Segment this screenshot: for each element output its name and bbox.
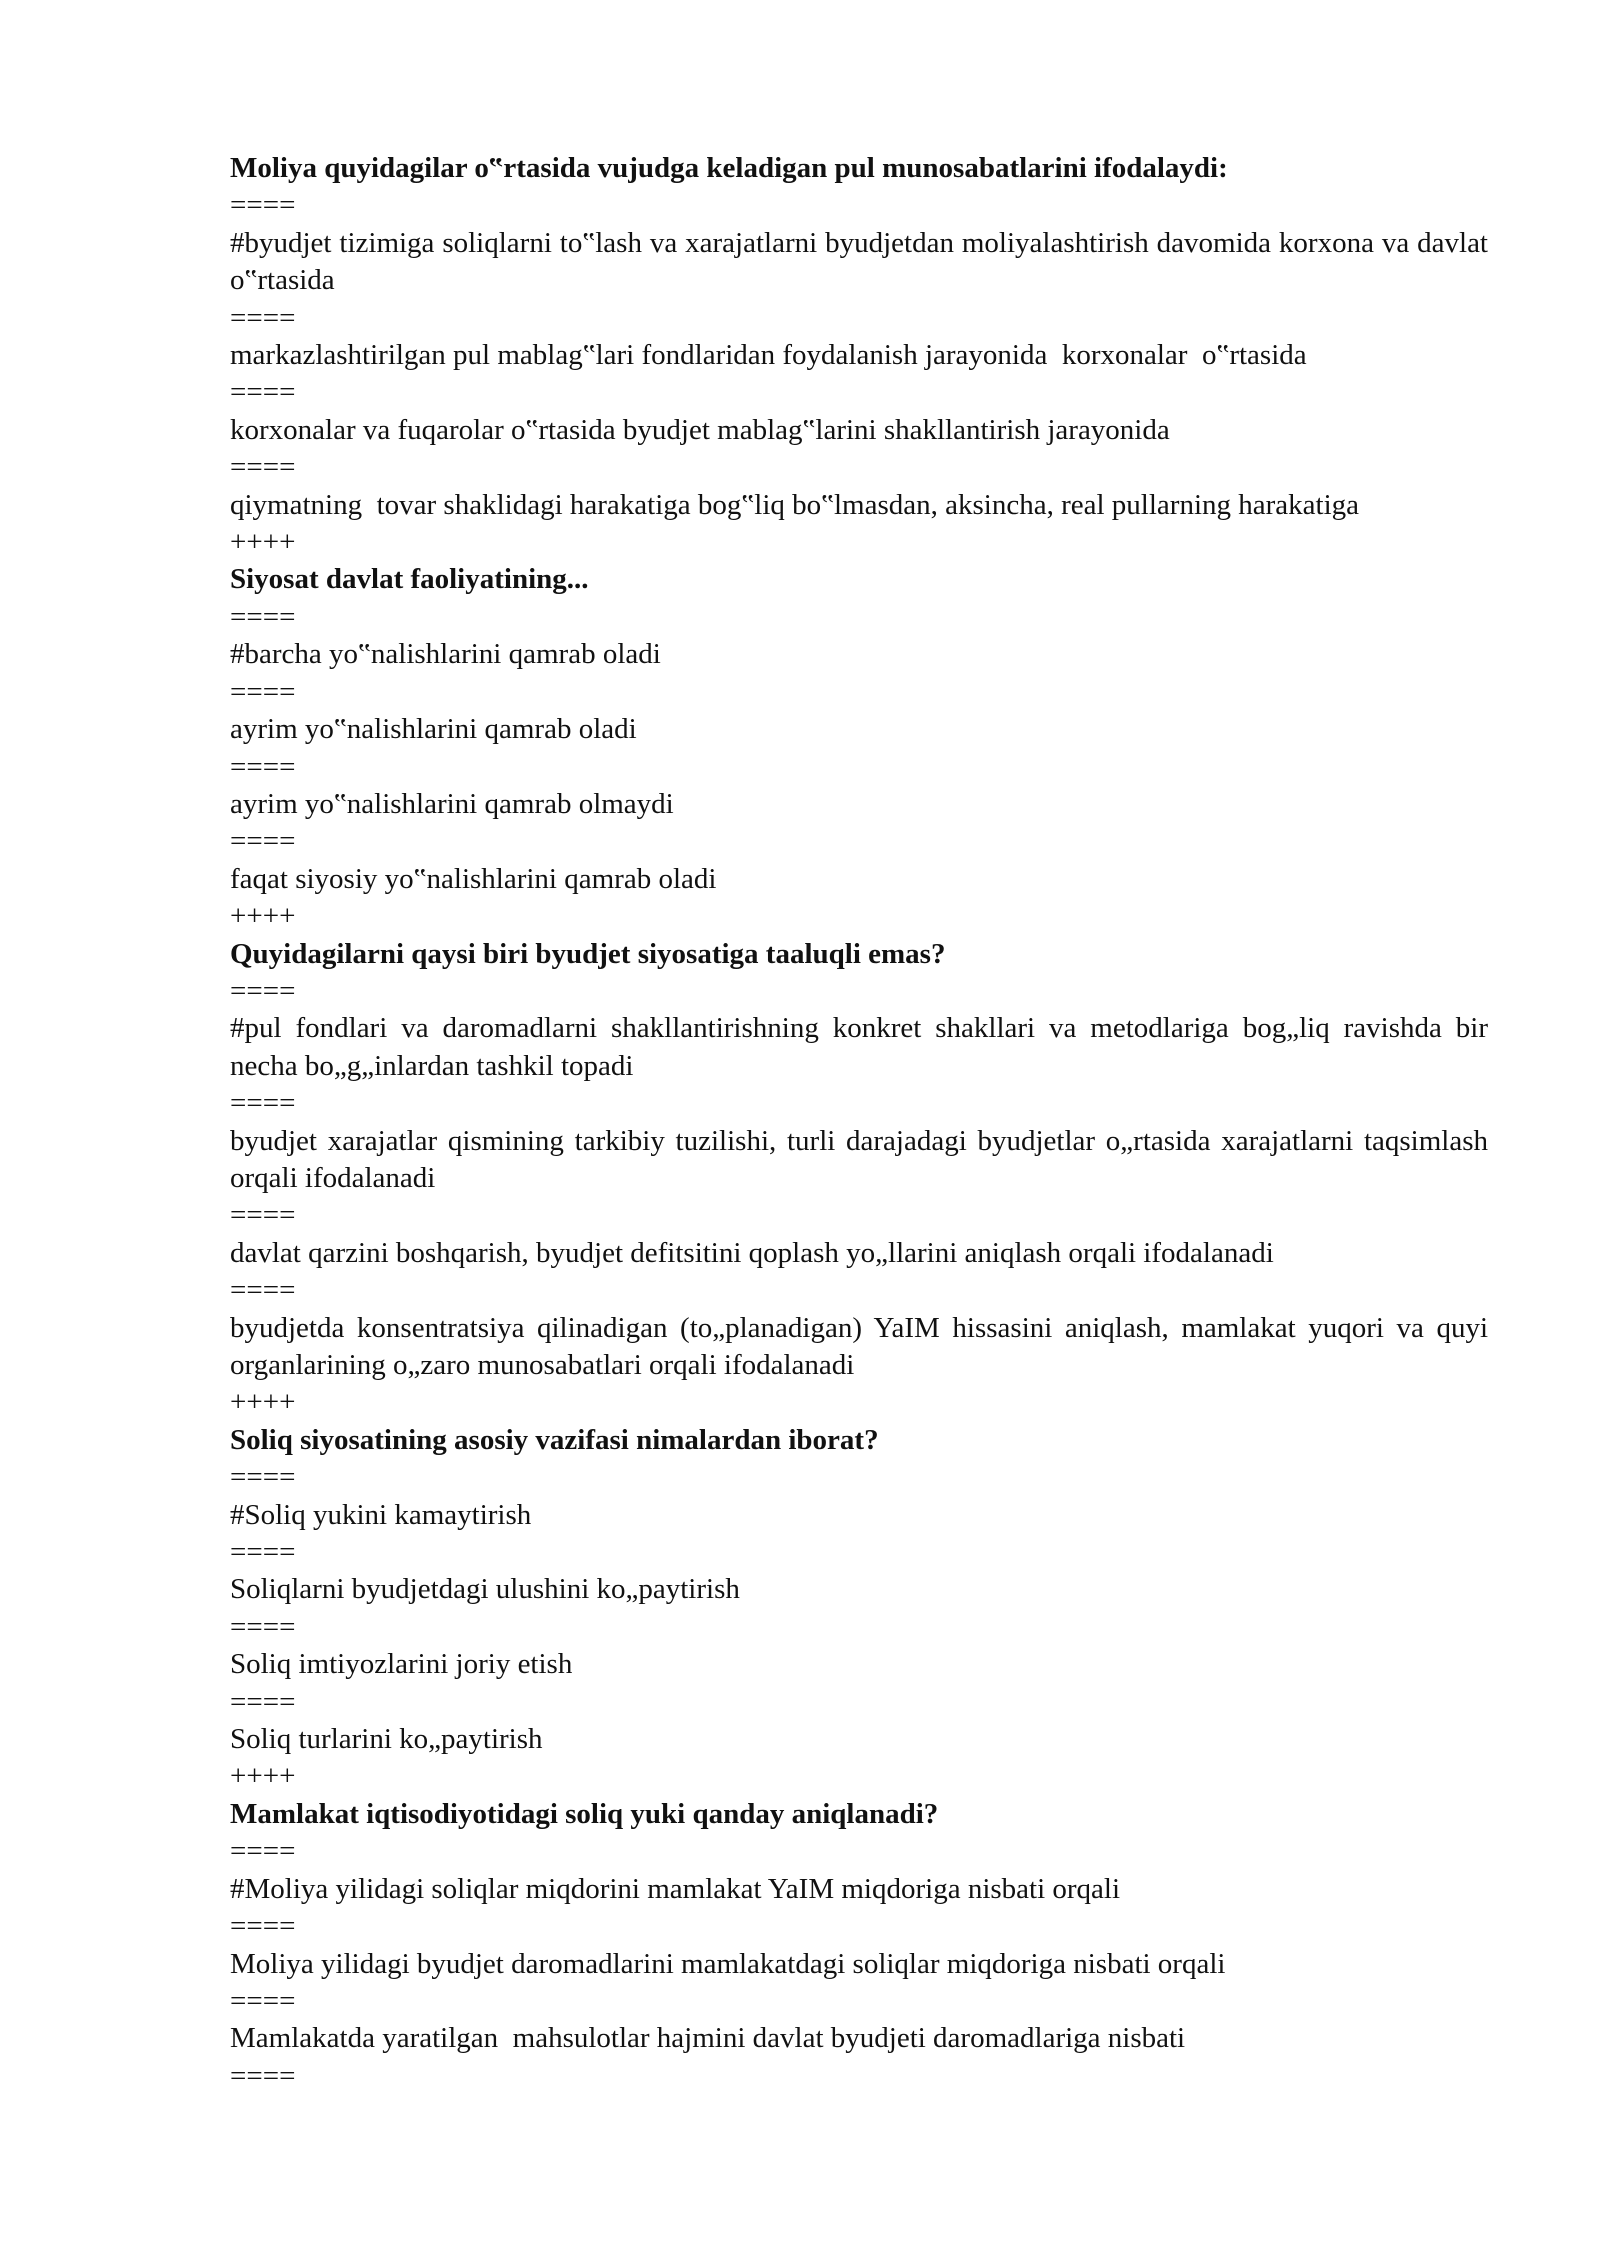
answer-4-2: Soliqlarni byudjetdagi ulushini ko„paytirish [230, 1573, 740, 1606]
answer-1-3: korxonalar va fuqarolar o‟rtasida byudjet mablag‟larini shakllantirish jarayonida [230, 413, 1170, 446]
answer-separator: ==== [230, 825, 296, 858]
answer-4-3: Soliq imtiyozlarini joriy etish [230, 1648, 573, 1681]
question-separator: ++++ [230, 1760, 296, 1793]
answer-separator: ==== [230, 1835, 296, 1868]
answer-separator: ==== [230, 1461, 296, 1494]
answer-4-4: Soliq turlarini ko„paytirish [230, 1723, 543, 1756]
answer-separator: ==== [230, 1610, 296, 1643]
answer-separator: ==== [230, 301, 296, 334]
document-page [230, 150, 1496, 2095]
answer-separator: ==== [230, 451, 296, 484]
answer-separator: ==== [230, 1199, 296, 1232]
answer-1-1: #byudjet tizimiga soliqlarni to‟lash va xarajatlarni byudjetdan moliyalashtirish davomida korxona va davlat o‟rtasida [230, 226, 1496, 297]
answer-separator: ==== [230, 600, 296, 633]
answer-2-1: #barcha yo‟nalishlarini qamrab oladi [230, 638, 661, 671]
question-separator: ++++ [230, 526, 296, 559]
answer-3-4: byudjetda konsentratsiya qilinadigan (to„planadigan) YaIM hissasini aniqlash, mamlakat yuqori va quyi organlarining o„zaro munosabatlari orqali ifodalanadi [230, 1311, 1496, 1381]
answer-2-4: faqat siyosiy yo‟nalishlarini qamrab oladi [230, 862, 717, 895]
answer-5-1: #Moliya yilidagi soliqlar miqdorini mamlakat YaIM miqdoriga nisbati orqali [230, 1872, 1121, 1905]
question-separator: ++++ [230, 1386, 296, 1419]
answer-separator: ==== [230, 974, 296, 1007]
question-2: Siyosat davlat faoliyatining... [230, 563, 589, 596]
answer-4-1: #Soliq yukini kamaytirish [230, 1498, 532, 1531]
answer-5-2: Moliya yilidagi byudjet daromadlarini mamlakatdagi soliqlar miqdoriga nisbati orqali [230, 1947, 1226, 1980]
answer-2-3: ayrim yo‟nalishlarini qamrab olmaydi [230, 787, 674, 820]
question-separator: ++++ [230, 900, 296, 933]
answer-separator: ==== [230, 189, 296, 222]
answer-separator: ==== [230, 376, 296, 409]
answer-separator: ==== [230, 1274, 296, 1307]
answer-3-3: davlat qarzini boshqarish, byudjet defitsitini qoplash yo„llarini aniqlash orqali ifodalanadi [230, 1236, 1274, 1269]
answer-separator: ==== [230, 1536, 296, 1569]
answer-5-3: Mamlakatda yaratilgan mahsulotlar hajmini davlat byudjeti daromadlariga nisbati [230, 2022, 1186, 2055]
answer-separator: ==== [230, 1984, 296, 2017]
answer-3-2: byudjet xarajatlar qismining tarkibiy tuzilishi, turli darajadagi byudjetlar o„rtasida xarajatlarni taqsimlash orqali ifodalanadi [230, 1124, 1496, 1194]
answer-separator: ==== [230, 1910, 296, 1943]
question-4: Soliq siyosatining asosiy vazifasi nimalardan iborat? [230, 1423, 879, 1456]
answer-separator: ==== [230, 2059, 296, 2092]
answer-2-2: ayrim yo‟nalishlarini qamrab oladi [230, 713, 637, 746]
answer-3-1: #pul fondlari va daromadlarni shakllantirishning konkret shakllari va metodlariga bog„liq ravishda bir necha bo„g„inlardan tashkil topadi [230, 1012, 1496, 1082]
answer-separator: ==== [230, 1087, 296, 1120]
answer-separator: ==== [230, 750, 296, 783]
answer-separator: ==== [230, 1685, 296, 1718]
question-1: Moliya quyidagilar o‟rtasida vujudga keladigan pul munosabatlarini ifodalaydi: [230, 152, 1228, 184]
question-3: Quyidagilarni qaysi biri byudjet siyosatiga taaluqli emas? [230, 937, 946, 970]
answer-1-4: qiymatning tovar shaklidagi harakatiga bog‟liq bo‟lmasdan, aksincha, real pullarning harakatiga [230, 488, 1360, 521]
answer-1-2: markazlashtirilgan pul mablag‟lari fondlaridan foydalanish jarayonida korxonalar o‟rtasida [230, 339, 1307, 372]
question-5: Mamlakat iqtisodiyotidagi soliq yuki qanday aniqlanadi? [230, 1797, 939, 1830]
answer-separator: ==== [230, 675, 296, 708]
